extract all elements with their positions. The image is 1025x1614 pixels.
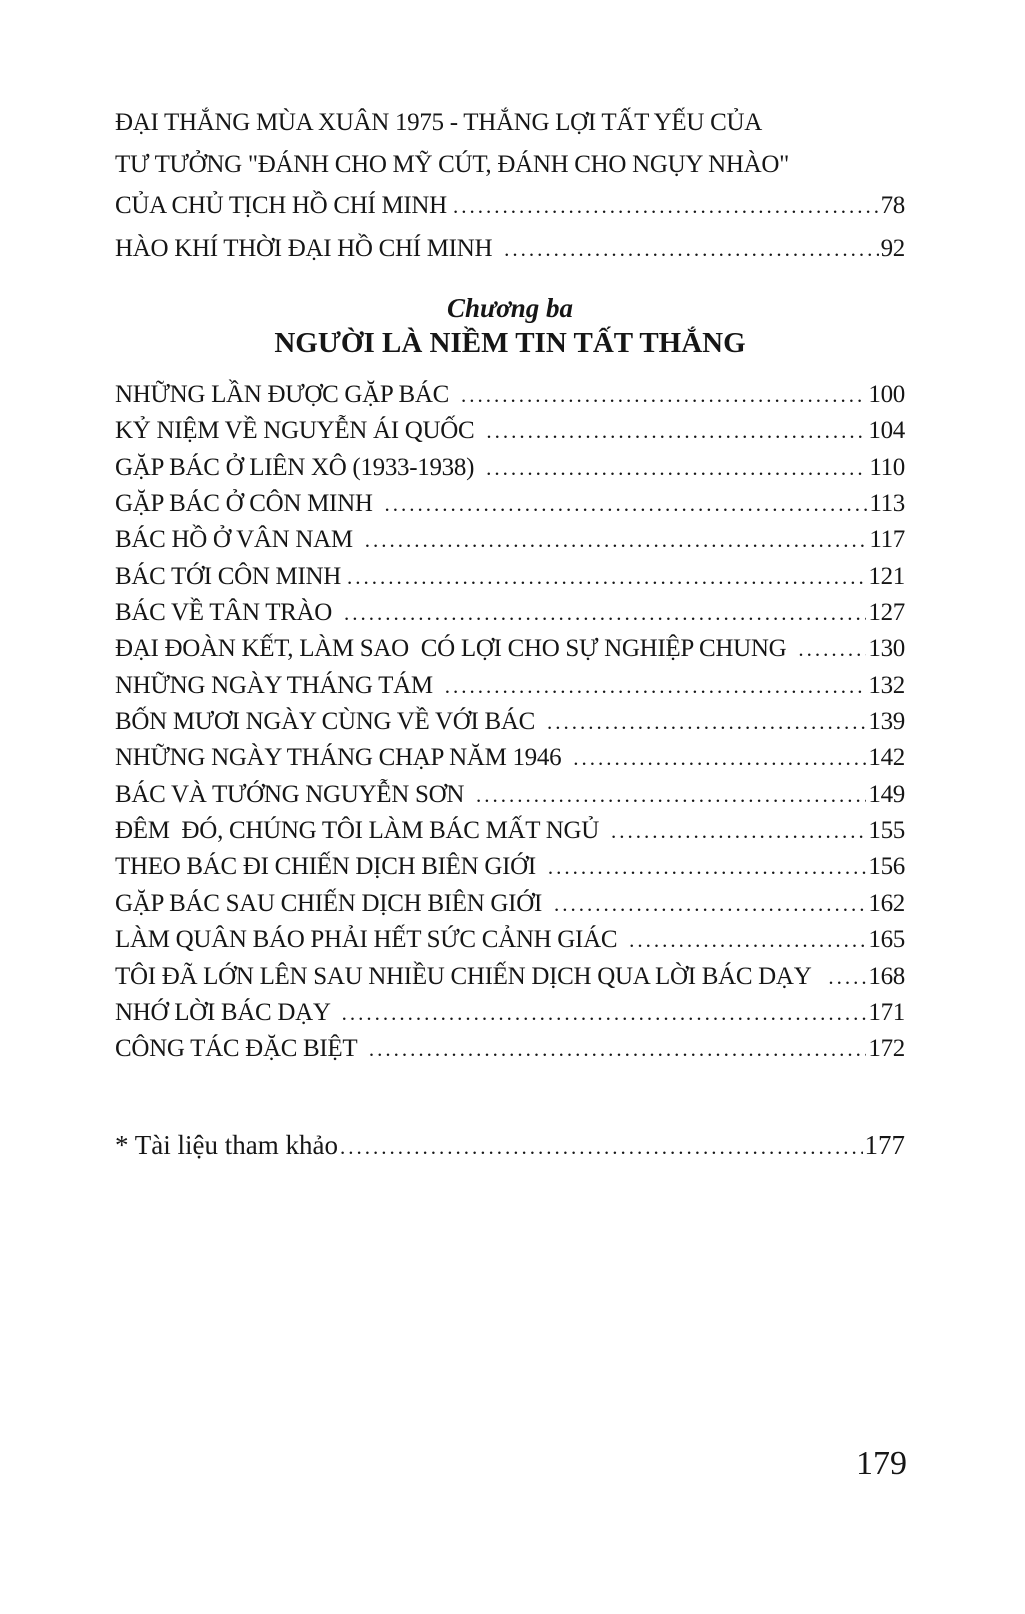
dot-leader bbox=[445, 668, 867, 704]
toc-entry-title: NHỮNG NGÀY THÁNG CHẠP NĂM 1946 bbox=[115, 744, 568, 772]
toc-entry bbox=[115, 813, 905, 849]
toc-entry bbox=[115, 995, 905, 1031]
toc-entry bbox=[115, 559, 905, 595]
toc-entry-page: 142 bbox=[868, 744, 905, 772]
toc-entry-title: ĐÊM ĐÓ, CHÚNG TÔI LÀM BÁC MẤT NGỦ bbox=[115, 817, 605, 845]
dot-leader bbox=[476, 777, 866, 813]
toc-entry-page: 100 bbox=[868, 381, 905, 408]
dot-leader bbox=[342, 995, 867, 1031]
reference-entry bbox=[115, 1124, 905, 1168]
toc-entry bbox=[115, 849, 905, 885]
toc-entry-title: TÔI ĐÃ LỚN LÊN SAU NHIỀU CHIẾN DỊCH QUA LỜI BÁC DẠY bbox=[115, 962, 823, 990]
toc-entry-page: 165 bbox=[868, 926, 905, 954]
toc-entry bbox=[115, 1031, 905, 1067]
toc-entry-page: 155 bbox=[868, 817, 905, 845]
toc-entry-title: BÁC TỚI CÔN MINH bbox=[115, 562, 341, 590]
toc-entry-title: THEO BÁC ĐI CHIẾN DỊCH BIÊN GIỚI bbox=[115, 853, 542, 881]
toc-entry-page: 132 bbox=[868, 671, 905, 699]
toc-entry-page: 127 bbox=[868, 599, 905, 627]
toc-entry-page: 139 bbox=[868, 708, 905, 736]
toc-entry-page: 168 bbox=[868, 962, 905, 990]
toc-entry-page: 110 bbox=[869, 453, 905, 481]
toc-entry-title: CÔNG TÁC ĐẶC BIỆT bbox=[115, 1035, 363, 1063]
toc-entry-page: 78 bbox=[880, 192, 905, 219]
toc-entry bbox=[115, 595, 905, 631]
toc-entry-page: 156 bbox=[868, 853, 905, 881]
toc-entry-page: 121 bbox=[868, 562, 905, 590]
chapter-heading bbox=[115, 291, 905, 362]
dot-leader bbox=[344, 595, 866, 631]
toc-entry-page: 92 bbox=[880, 234, 905, 262]
toc-entry-title: NHỮNG NGÀY THÁNG TÁM bbox=[115, 671, 439, 699]
toc-entry bbox=[115, 450, 905, 486]
dot-leader bbox=[486, 450, 867, 486]
dot-leader bbox=[548, 849, 867, 885]
reference-entry-page: 177 bbox=[864, 1130, 905, 1160]
reference-entry-block bbox=[115, 1124, 905, 1168]
toc-entry bbox=[115, 377, 905, 413]
dot-leader bbox=[453, 185, 879, 228]
toc-entry bbox=[115, 886, 905, 922]
toc-entry bbox=[115, 228, 905, 271]
toc-entry-title: BÁC VỀ TÂN TRÀO bbox=[115, 599, 339, 627]
dot-leader bbox=[573, 740, 866, 776]
toc-entry-page: 171 bbox=[868, 998, 905, 1026]
toc-entry bbox=[115, 413, 905, 449]
toc-entry bbox=[115, 922, 905, 958]
toc-entry-title: ĐẠI ĐOÀN KẾT, LÀM SAO CÓ LỢI CHO SỰ NGHIỆP CHUNG bbox=[115, 635, 793, 663]
toc-entry-page: 162 bbox=[868, 889, 905, 917]
dot-leader bbox=[629, 922, 866, 958]
toc-list bbox=[115, 377, 905, 1068]
dot-leader bbox=[554, 886, 866, 922]
toc-entry-title: CỦA CHỦ TỊCH HỒ CHÍ MINH bbox=[115, 192, 447, 219]
toc-entry-title: BỐN MƯƠI NGÀY CÙNG VỀ VỚI BÁC bbox=[115, 708, 541, 736]
top-entries-list bbox=[115, 185, 905, 270]
toc-entry bbox=[115, 959, 905, 995]
dot-leader bbox=[504, 228, 878, 271]
toc-entry-title: NHỮNG LẦN ĐƯỢC GẶP BÁC bbox=[115, 381, 456, 408]
dot-leader bbox=[369, 1031, 867, 1067]
toc-entry bbox=[115, 668, 905, 704]
dot-leader bbox=[486, 413, 866, 449]
dot-leader bbox=[385, 486, 868, 522]
toc-entry-title-line: ĐẠI THẮNG MÙA XUÂN 1975 - THẮNG LỢI TẤT YẾU CỦA bbox=[115, 109, 762, 136]
toc-entry-page: 117 bbox=[869, 526, 905, 554]
toc-entry-page: 104 bbox=[868, 417, 905, 445]
dot-leader bbox=[798, 631, 866, 667]
chapter-label: Chương ba bbox=[447, 293, 573, 323]
toc-entry-title: GẶP BÁC SAU CHIẾN DỊCH BIÊN GIỚI bbox=[115, 889, 548, 917]
toc-entry-title: HÀO KHÍ THỜI ĐẠI HỒ CHÍ MINH bbox=[115, 234, 499, 262]
dot-leader bbox=[611, 813, 866, 849]
toc-entry-title: NHỚ LỜI BÁC DẠY bbox=[115, 998, 336, 1026]
dot-leader bbox=[365, 522, 868, 558]
dot-leader bbox=[547, 704, 866, 740]
toc-entry-page: 130 bbox=[868, 635, 905, 663]
toc-entry-title-line: TƯ TƯỞNG "ĐÁNH CHO MỸ CÚT, ĐÁNH CHO NGỤY NHÀO" bbox=[115, 150, 790, 178]
toc-entry-title: GẶP BÁC Ở CÔN MINH bbox=[115, 490, 379, 518]
toc-entry bbox=[115, 777, 905, 813]
toc-entry-title: GẶP BÁC Ở LIÊN XÔ (1933-1938) bbox=[115, 453, 481, 481]
dot-leader bbox=[828, 959, 866, 995]
toc-entry bbox=[115, 486, 905, 522]
toc-entry-page: 113 bbox=[869, 490, 905, 518]
toc-entry-title: KỶ NIỆM VỀ NGUYỄN ÁI QUỐC bbox=[115, 417, 481, 445]
dot-leader bbox=[340, 1124, 863, 1168]
toc-entry-title: BÁC HỒ Ở VÂN NAM bbox=[115, 526, 359, 554]
toc-entry bbox=[115, 185, 905, 228]
toc-entry bbox=[115, 704, 905, 740]
toc-entry-title: LÀM QUÂN BÁO PHẢI HẾT SỨC CẢNH GIÁC bbox=[115, 926, 624, 954]
toc-entry-page: 149 bbox=[868, 780, 905, 808]
chapter-title: NGƯỜI LÀ NIỀM TIN TẤT THẮNG bbox=[274, 327, 746, 359]
top-entries-block bbox=[115, 102, 905, 270]
dot-leader bbox=[347, 559, 866, 595]
toc-entry-page: 172 bbox=[868, 1035, 905, 1063]
toc-entry bbox=[115, 522, 905, 558]
page-number: 179 bbox=[856, 1445, 907, 1482]
reference-entry-title: * Tài liệu tham khảo bbox=[115, 1130, 338, 1160]
toc-entry bbox=[115, 740, 905, 776]
toc-entry bbox=[115, 631, 905, 667]
dot-leader bbox=[461, 377, 866, 413]
toc-entry-title: BÁC VÀ TƯỚNG NGUYỄN SƠN bbox=[115, 780, 471, 808]
